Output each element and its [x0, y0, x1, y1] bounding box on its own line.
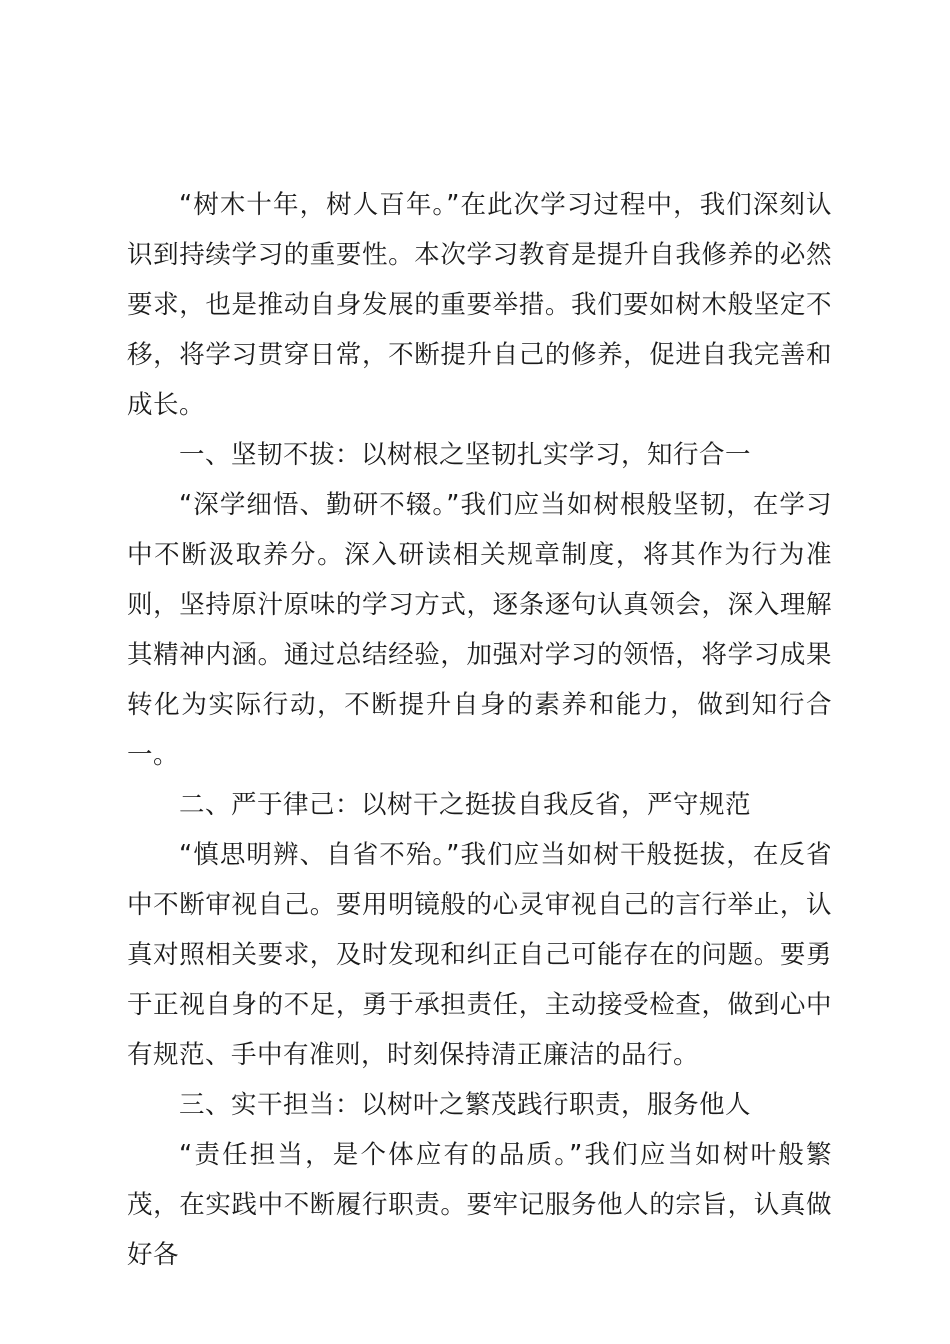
section-2-paragraph: “慎思明辨、自省不殆。”我们应当如树干般挺拔，在反省中不断审视自己。要用明镜般的心灵审视自己的言行举止，认真对照相关要求，及时发现和纠正自己可能存在的问题。要勇于正视自身的不足，勇于承担责任，主动接受检查，做到心中有规范、手中有准则，时刻保持清正廉洁的品行。 — [127, 840, 832, 1070]
intro-paragraph: “树木十年，树人百年。”在此次学习过程中，我们深刻认识到持续学习的重要性。本次学习教育是提升自我修养的必然要求，也是推动自身发展的重要举措。我们要如树木般坚定不移，将学习贯穿日常，不断提升自己的修养，促进自我完善和成长。 — [127, 190, 832, 420]
document-body — [127, 180, 832, 1280]
section-heading-3: 三、实干担当：以树叶之繁茂践行职责，服务他人 — [179, 1090, 752, 1120]
section-3-paragraph: “责任担当，是个体应有的品质。”我们应当如树叶般繁茂，在实践中不断履行职责。要牢记服务他人的宗旨，认真做好各 — [127, 1140, 832, 1270]
section-heading-1: 一、坚韧不拔：以树根之坚韧扎实学习，知行合一 — [179, 440, 752, 470]
section-heading-2: 二、严于律己：以树干之挺拔自我反省，严守规范 — [179, 790, 752, 820]
section-1-paragraph: “深学细悟、勤研不辍。”我们应当如树根般坚韧，在学习中不断汲取养分。深入研读相关规章制度，将其作为行为准则，坚持原汁原味的学习方式，逐条逐句认真领会，深入理解其精神内涵。通过总结经验，加强对学习的领悟，将学习成果转化为实际行动，不断提升自身的素养和能力，做到知行合一。 — [127, 490, 832, 770]
